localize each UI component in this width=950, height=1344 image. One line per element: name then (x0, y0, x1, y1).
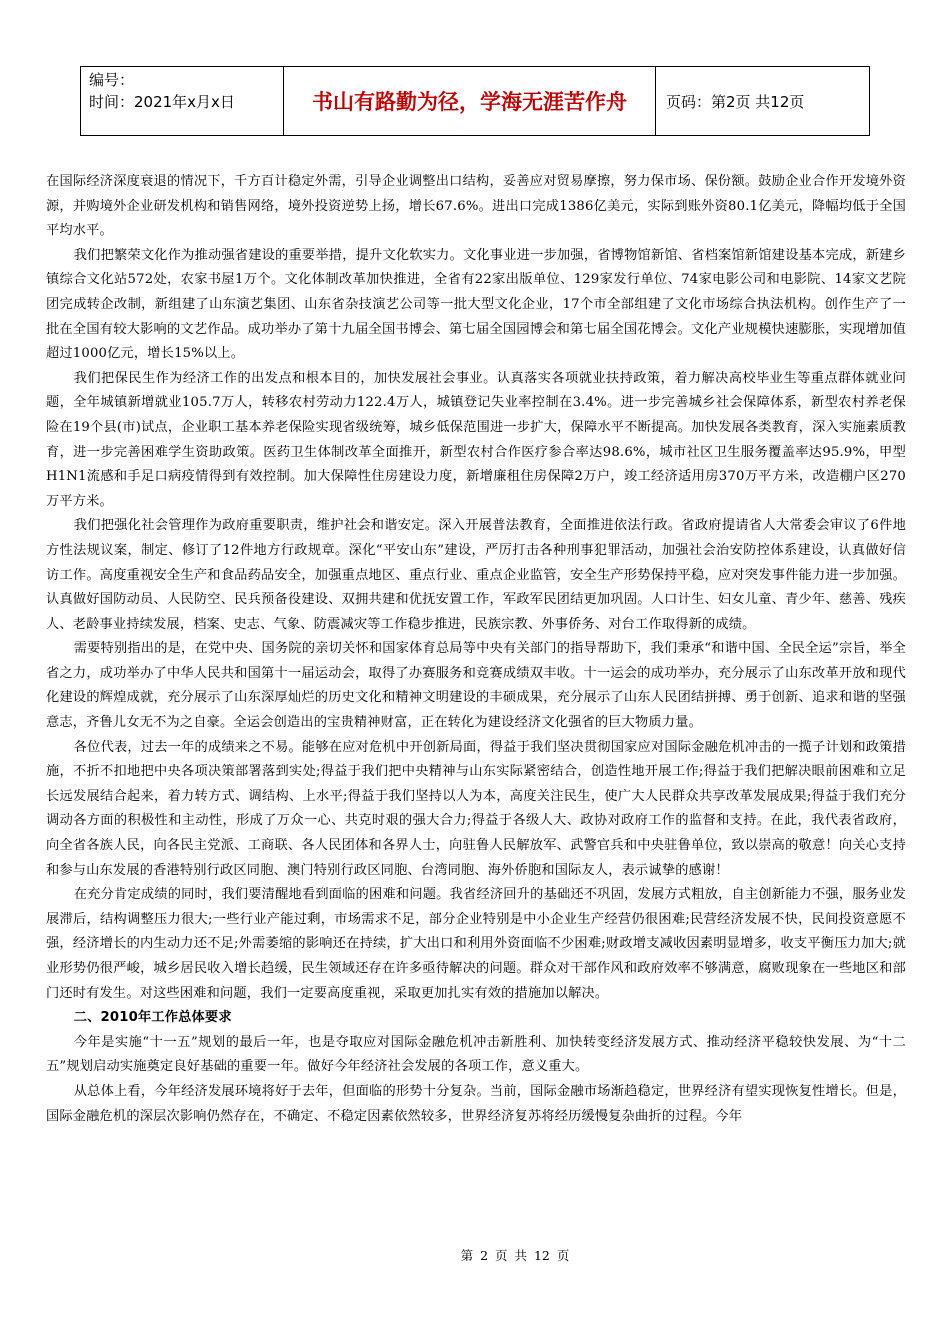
paragraph: 在充分肯定成绩的同时，我们要清醒地看到面临的困难和问题。我省经济回升的基础还不巩固，发展方式粗放，自主创新能力不强，服务业发展滞后，结构调整压力很大;一些行业产能过剩，市场需求不足，部分企业特别是中小企业生产经营仍很困难;民营经济发展不快，民间投资意愿不强，经济增长的内生动力还不足;外需萎缩的影响还在持续，扩大出口和利用外资面临不少困难;财政增支减收因素明显增多，收支平衡压力加大;就业形势仍很严峻，城乡居民收入增长趋缓，民生领域还存在许多亟待解决的问题。群众对干部作风和政府效率不够满意，腐败现象在一些地区和部门还时有发生。对这些困难和问题，我们一定要高度重视，采取更加扎实有效的措施加以解决。 (46, 887, 906, 1001)
paragraph: 我们把保民生作为经济工作的出发点和根本目的，加快发展社会事业。认真落实各项就业扶持政策，着力解决高校毕业生等重点群体就业问题，全年城镇新增就业105.7万人，转移农村劳动力122.4万人，城镇登记失业率控制在3.4%。进一步完善城乡社会保障体系，新型农村养老保险在19个县(市)试点，企业职工基本养老保险实现省级统筹，城乡低保范围进一步扩大，保障水平不断提高。加快发展各类教育，深入实施素质教育，进一步完善困难学生资助政策。医药卫生体制改革全面推开，新型农村合作医疗参合率达98.6%，城市社区卫生服务覆盖率达95.9%，甲型H1N1流感和手足口病疫情得到有效控制。加大保障性住房建设力度，新增廉租住房保障2万户，竣工经济适用房370万平方米，改造棚户区270万平方米。 (46, 370, 906, 509)
paragraph: 我们把繁荣文化作为推动强省建设的重要举措，提升文化软实力。文化事业进一步加强，省博物馆新馆、省档案馆新馆建设基本完成，新建乡镇综合文化站572处，农家书屋1万个。文化体制改革加快推进，全省有22家出版单位、129家发行单位、74家电影公司和电影院、14家文艺院团完成转企改制，新组建了山东演艺集团、山东省杂技演艺公司等一批大型文化企业，17个市全部组建了文化市场综合执法机构。创作生产了一批在全国有较大影响的文艺作品。成功举办了第十九届全国书博会、第七届全国园博会和第七届全国花博会。文化产业规模快速膨胀，实现增加值超过1000亿元，增长15%以上。 (46, 247, 906, 362)
paragraph: 今年是实施“十一五”规划的最后一年，也是夺取应对国际金融危机冲击新胜利、加快转变经济发展方式、推动经济平稳较快发展、为“十二五”规划启动实施奠定良好基础的重要一年。做好今年经济社会发展的各项工作，意义重大。 (46, 1034, 906, 1075)
paragraph: 在国际经济深度衰退的情况下，千方百计稳定外需，引导企业调整出口结构，妥善应对贸易摩擦，努力保市场、保份额。鼓励企业合作开发境外资源，并购境外企业研发机构和销售网络，境外投资逆势上扬，增长67.6%。进出口完成1386亿美元，实际到账外资80.1亿美元，降幅均低于全国平均水平。 (46, 174, 906, 239)
paragraph: 各位代表，过去一年的成绩来之不易。能够在应对危机中开创新局面，得益于我们坚决贯彻国家应对国际金融危机冲击的一揽子计划和政策措施，不折不扣地把中央各项决策部署落到实处;得益于我们把中央精神与山东实际紧密结合，创造性地开展工作;得益于我们把解决眼前困难和立足长远发展结合起来，着力转方式、调结构、上水平;得益于我们坚持以人为本，高度关注民生，使广大人民群众共享改革发展成果;得益于我们充分调动各方面的积极性和主动性，形成了万众一心、共克时艰的强大合力;得益于各级人大、政协对政府工作的监督和支持。在此，我代表省政府，向全省各族人民，向各民主党派、工商联、各人民团体和各界人士，向驻鲁人民解放军、武警官兵和中央驻鲁单位，致以崇高的敬意！向关心支持和参与山东发展的香港特别行政区同胞、澳门特别行政区同胞、台湾同胞、海外侨胞和国际友人，表示诚挚的感谢！ (46, 739, 906, 878)
section-heading: 二、2010年工作总体要求 (73, 1010, 232, 1026)
serial-label: 编号： (89, 71, 135, 89)
date-label: 时间：2021年x月x日 (89, 93, 235, 111)
header-motto (284, 67, 656, 135)
page-footer (0, 1246, 950, 1264)
document-body (46, 170, 906, 1129)
motto-text: 书山有路勤为径，学海无涯苦作舟 (312, 90, 627, 114)
paragraph: 从总体上看，今年经济发展环境将好于去年，但面临的形势十分复杂。当前，国际金融市场渐趋稳定，世界经济有望实现恢复性增长。但是，国际金融危机的深层次影响仍然存在，不确定、不稳定因素依然较多，世界经济复苏将经历缓慢复杂曲折的过程。今年 (46, 1083, 906, 1124)
header-meta (81, 67, 284, 135)
header-page-info (656, 67, 869, 135)
page-label: 页码：第2页 共12页 (666, 92, 805, 111)
paragraph: 我们把强化社会管理作为政府重要职责，维护社会和谐安定。深入开展普法教育，全面推进依法行政。省政府提请省人大常委会审议了6件地方性法规议案，制定、修订了12件地方行政规章。深化“平安山东”建设，严厉打击各种刑事犯罪活动，加强社会治安防控体系建设，认真做好信访工作。高度重视安全生产和食品药品安全，加强重点地区、重点行业、重点企业监管，安全生产形势保持平稳，应对突发事件能力进一步加强。认真做好国防动员、人民防空、民兵预备役建设、双拥共建和优抚安置工作，军政军民团结更加巩固。人口计生、妇女儿童、青少年、慈善、残疾人、老龄事业持续发展，档案、史志、气象、防震减灾等工作稳步推进，民族宗教、外事侨务、对台工作取得新的成绩。 (46, 518, 906, 632)
footer-page-number: 第 2 页 共 12 页 (460, 1248, 570, 1263)
document-header (80, 66, 870, 136)
paragraph: 需要特别指出的是，在党中央、国务院的亲切关怀和国家体育总局等中央有关部门的指导帮助下，我们秉承“和谐中国、全民全运”宗旨，举全省之力，成功举办了中华人民共和国第十一届运动会，取得了办赛服务和竞赛成绩双丰收。十一运会的成功举办，充分展示了山东改革开放和现代化建设的辉煌成就，充分展示了山东深厚灿烂的历史文化和精神文明建设的丰硕成果，充分展示了山东人民团结拼搏、勇于创新、追求和谐的坚强意志，齐鲁儿女无不为之自豪。全运会创造出的宝贵精神财富，正在转化为建设经济文化强省的巨大物质力量。 (46, 641, 906, 731)
